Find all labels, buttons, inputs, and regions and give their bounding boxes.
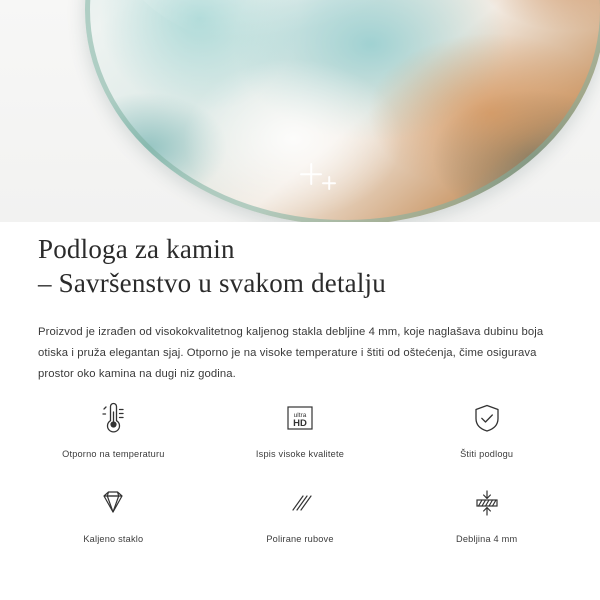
- shield-check-icon: [466, 396, 508, 440]
- feature-item-thickness: [393, 481, 580, 544]
- feature-item-print-quality: [207, 396, 394, 459]
- feature-item-protects-surface: [393, 396, 580, 459]
- feature-label: Kaljeno staklo: [83, 534, 144, 544]
- feature-label: Debljina 4 mm: [456, 534, 518, 544]
- feature-label: Otporno na temperaturu: [62, 449, 165, 459]
- ultra-hd-icon: [279, 396, 321, 440]
- feature-label: Štiti podlogu: [460, 449, 514, 459]
- svg-text:HD: HD: [293, 418, 307, 429]
- feature-label: Ispis visoke kvalitete: [255, 449, 345, 459]
- feature-item-polished-edges: [207, 481, 394, 544]
- feature-item-tempered-glass: [20, 481, 207, 544]
- description-paragraph: Proizvod je izrađen od visokokvalitetnog kaljenog stakla debljine 4 mm, koje naglašava dubinu boja otiska i pruža elegantan sjaj. Otporno je na visoke temperature i štiti od oštećenja, čime osigurava prostor oko kamina na dugi niz godina.: [38, 326, 544, 380]
- hero-image: [0, 0, 600, 222]
- feature-label: Polirane rubove: [266, 534, 334, 544]
- polished-edges-icon: [279, 481, 321, 525]
- thickness-icon: [466, 481, 508, 525]
- diamond-icon: [92, 481, 134, 525]
- page-title: [38, 232, 566, 300]
- headline-line-2: – Savršenstvo u svakom detalju: [38, 268, 386, 298]
- feature-grid: [20, 396, 580, 544]
- headline-line-1: Podloga za kamin: [38, 234, 235, 264]
- thermometer-icon: [92, 396, 134, 440]
- svg-text:ultra: ultra: [293, 412, 307, 419]
- content-block: [38, 232, 566, 385]
- feature-item-temperature: [20, 396, 207, 459]
